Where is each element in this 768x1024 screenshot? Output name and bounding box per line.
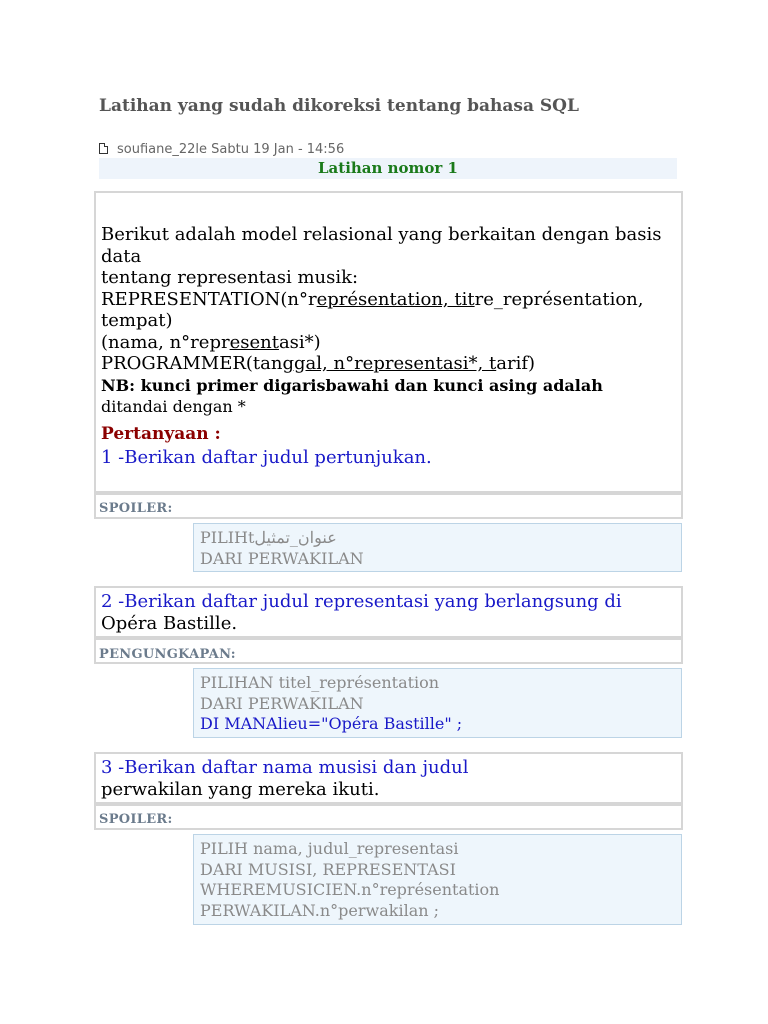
post-meta: [99, 142, 344, 157]
schema-programmer: PROGRAMMER(tanggal, n°representasi*, tarif): [101, 353, 536, 374]
code-line: DARI PERWAKILAN: [200, 693, 364, 713]
page-title: Latihan yang sudah dikoreksi tentang bahasa SQL: [99, 96, 579, 116]
nb-note-rest: ditandai dengan *: [101, 397, 246, 416]
code-line: PILIHtعنوان_تمثيل: [200, 528, 337, 547]
nb-note: NB: kunci primer digarisbawahi dan kunci asing adalah: [101, 375, 603, 395]
intro-box: [94, 191, 683, 493]
schema-representation: REPRESENTATION(n°représentation, titre_représentation,: [101, 288, 644, 310]
code-line: WHEREMUSICIEN.n°représentation: [200, 880, 500, 899]
exercise-title: Latihan nomor 1: [99, 158, 677, 179]
spoiler-label: SPOILER:: [99, 501, 173, 516]
spoiler-label: SPOILER:: [99, 812, 173, 827]
question-2: 2 -Berikan daftar judul representasi yang berlangsung di Opéra Bastille.: [101, 591, 622, 634]
schema-musicien: (nama, n°representasi*): [101, 331, 321, 353]
code-line: PILIH nama, judul_representasi: [200, 839, 459, 858]
intro-text: [101, 224, 681, 418]
spoiler-label-box: [94, 804, 683, 830]
question-1: 1 -Berikan daftar judul pertunjukan.: [101, 447, 432, 468]
code-line: DI MANAlieu="Opéra Bastille" ;: [200, 714, 463, 733]
spoiler-label-box: [94, 493, 683, 519]
post-author[interactable]: soufiane_22le: [117, 142, 208, 157]
intro-line: Berikut adalah model relasional yang berkaitan dengan basis data: [101, 224, 662, 267]
code-line: PILIHAN titel_représentation: [200, 673, 440, 692]
question-3: 3 -Berikan daftar nama musisi dan judul perwakilan yang mereka ikuti.: [101, 757, 469, 800]
question-3-box: [94, 752, 683, 804]
intro-line: tentang representasi musik:: [101, 267, 359, 288]
question-2-box: [94, 586, 683, 638]
code-line: DARI MUSISI, REPRESENTASI: [200, 859, 456, 879]
post-date: Sabtu 19 Jan - 14:56: [211, 142, 345, 157]
document-icon: [99, 143, 108, 154]
code-block-1: [193, 523, 682, 572]
code-line: PERWAKILAN.n°perwakilan ;: [200, 900, 440, 920]
spoiler-label: PENGUNGKAPAN:: [99, 647, 236, 662]
code-block-3: [193, 834, 682, 925]
code-line: DARI PERWAKILAN: [200, 548, 364, 568]
question-label: Pertanyaan :: [101, 424, 221, 444]
code-block-2: [193, 668, 682, 738]
intro-line: tempat): [101, 310, 173, 331]
